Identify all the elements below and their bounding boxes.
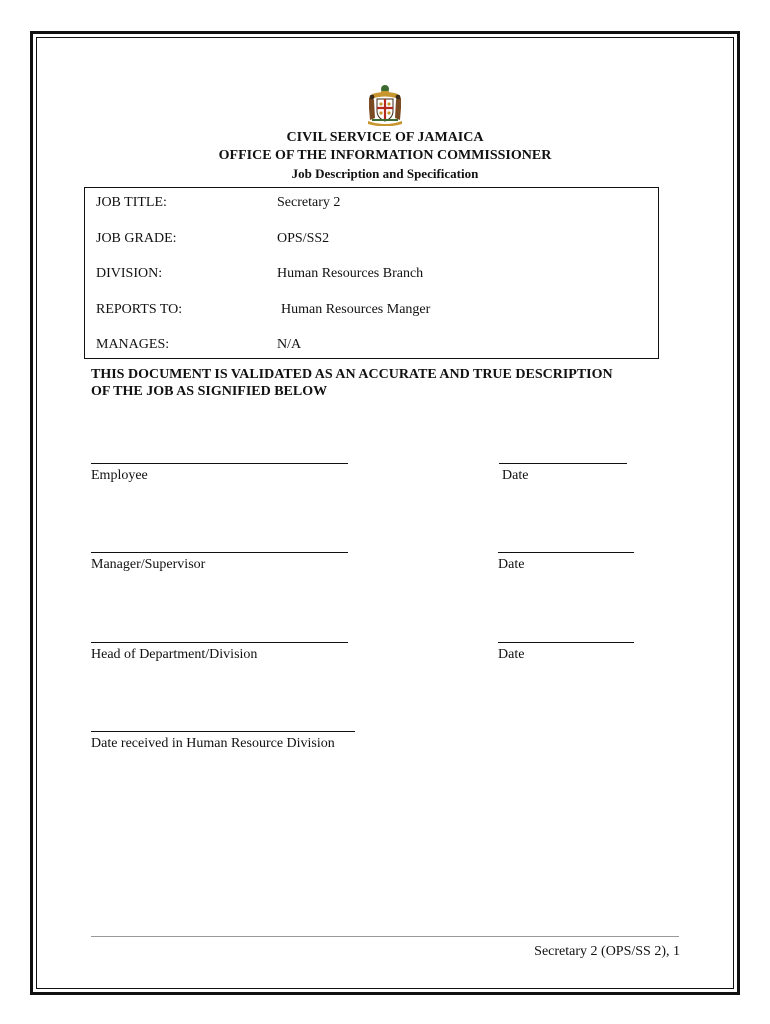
coat-of-arms-icon	[366, 84, 404, 126]
employee-label: Employee	[91, 468, 148, 483]
document-type-heading: Job Description and Specification	[291, 166, 479, 181]
head-date-line[interactable]	[498, 642, 634, 643]
reports-to-label: REPORTS TO:	[96, 302, 183, 317]
manager-date-label: Date	[498, 557, 525, 572]
manages-label: MANAGES:	[96, 337, 170, 352]
office-heading: OFFICE OF THE INFORMATION COMMISSIONER	[218, 148, 552, 163]
manages-value: N/A	[277, 337, 302, 352]
employee-signature-line[interactable]	[91, 463, 348, 464]
manager-signature-line[interactable]	[91, 552, 348, 553]
validation-line-2: OF THE JOB AS SIGNIFIED BELOW	[91, 384, 328, 399]
head-label: Head of Department/Division	[91, 647, 258, 662]
employee-date-label: Date	[502, 468, 529, 483]
division-value: Human Resources Branch	[277, 266, 424, 281]
head-signature-line[interactable]	[91, 642, 348, 643]
division-label: DIVISION:	[96, 266, 163, 281]
validation-line-1: THIS DOCUMENT IS VALIDATED AS AN ACCURATE AND TRUE DESCRIPTION	[91, 367, 613, 382]
date-received-label: Date received in Human Resource Division	[91, 736, 335, 751]
job-title-label: JOB TITLE:	[96, 195, 167, 210]
org-heading: CIVIL SERVICE OF JAMAICA	[286, 130, 484, 145]
manager-label: Manager/Supervisor	[91, 557, 206, 572]
job-grade-value: OPS/SS2	[277, 231, 330, 246]
manager-date-line[interactable]	[498, 552, 634, 553]
validation-statement	[91, 366, 691, 400]
job-details-box	[84, 187, 659, 359]
page-footer: Secretary 2 (OPS/SS 2), 1	[534, 944, 680, 959]
employee-date-line[interactable]	[499, 463, 627, 464]
job-grade-label: JOB GRADE:	[96, 231, 177, 246]
reports-to-value: Human Resources Manger	[281, 302, 431, 317]
job-title-value: Secretary 2	[277, 195, 341, 210]
footer-rule	[91, 936, 679, 937]
date-received-line[interactable]	[91, 731, 355, 732]
head-date-label: Date	[498, 647, 525, 662]
